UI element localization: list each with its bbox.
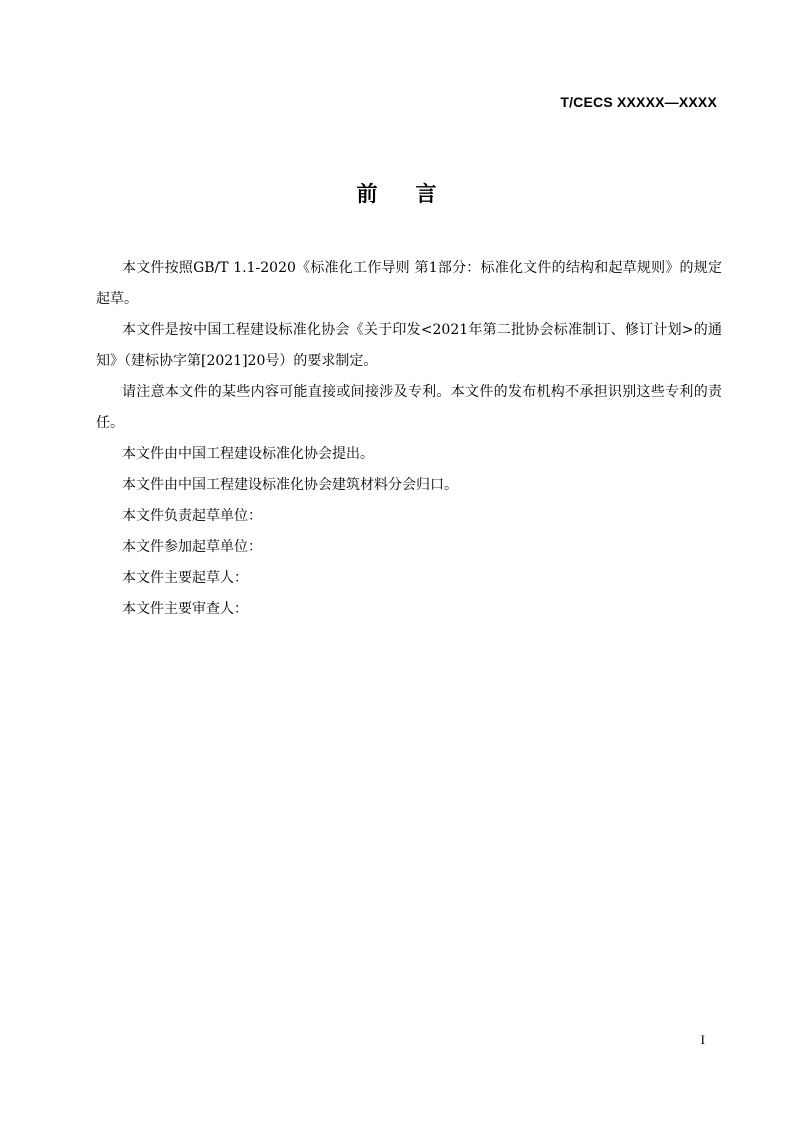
paragraph-participating-units: 本文件参加起草单位： [122,539,262,555]
page-title: 前言 [356,182,475,206]
paragraph-under-jurisdiction: 本文件由中国工程建设标准化协会建筑材料分会归口。 [122,477,458,493]
paragraph-main-drafters: 本文件主要起草人： [122,570,248,586]
paragraph-lead-drafting-unit: 本文件负责起草单位： [122,508,262,524]
paragraph-proposed-by: 本文件由中国工程建设标准化协会提出。 [122,446,374,462]
page-number: I [700,1032,705,1047]
paragraph-drafting-rules: 本文件按照GB/T 1.1-2020《标准化工作导则 第1部分：标准化文件的结构和起草规则》的规定起草。 [96,260,722,307]
paragraph-patent-notice: 请注意本文件的某些内容可能直接或间接涉及专利。本文件的发布机构不承担识别这些专利的责任。 [96,384,722,431]
foreword-body [96,253,722,625]
paragraph-plan-notice: 本文件是按中国工程建设标准化协会《关于印发<2021年第二批协会标准制订、修订计划>的通知》（建标协字第[2021]20号）的要求制定。 [96,322,722,369]
document-code: T/CECS XXXXX—XXXX [560,94,717,110]
paragraph-main-reviewers: 本文件主要审查人： [122,601,248,617]
